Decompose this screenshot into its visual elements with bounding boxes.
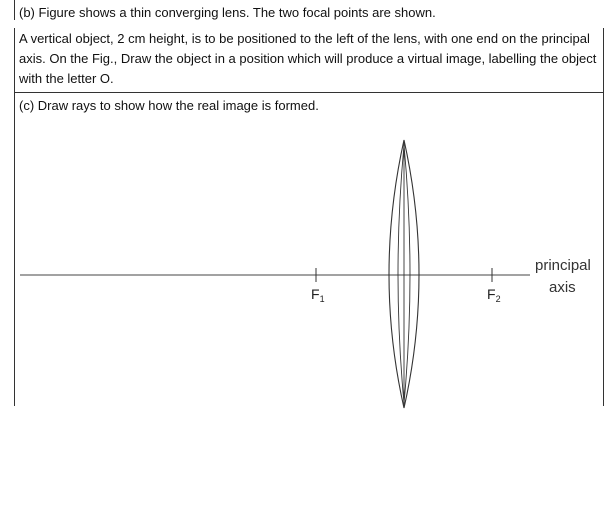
part-b-body-line-2: axis. On the Fig., Draw the object in a position which will produce a virtual image, labelling the object [19,51,597,66]
lens-inner-curve-right [404,145,410,403]
lens-inner-curve-left [398,145,404,403]
focal-point-1-label: $F_1$ [311,286,325,304]
principal-axis-label-line-1: principal [535,257,591,274]
part-b-body-line-3: with the letter O. [19,71,114,86]
part-b-heading: (b) Figure shows a thin converging lens. The two focal points are shown. [19,5,436,20]
part-b-body-line-1: A vertical object, 2 cm height, is to be positioned to the left of the lens, with one end on the principal [19,31,590,46]
part-c-question: (c) Draw rays to show how the real image is formed. [19,98,319,113]
principal-axis-label-line-2: axis [549,279,576,296]
focal-point-2-label: $F_2$ [487,286,501,304]
